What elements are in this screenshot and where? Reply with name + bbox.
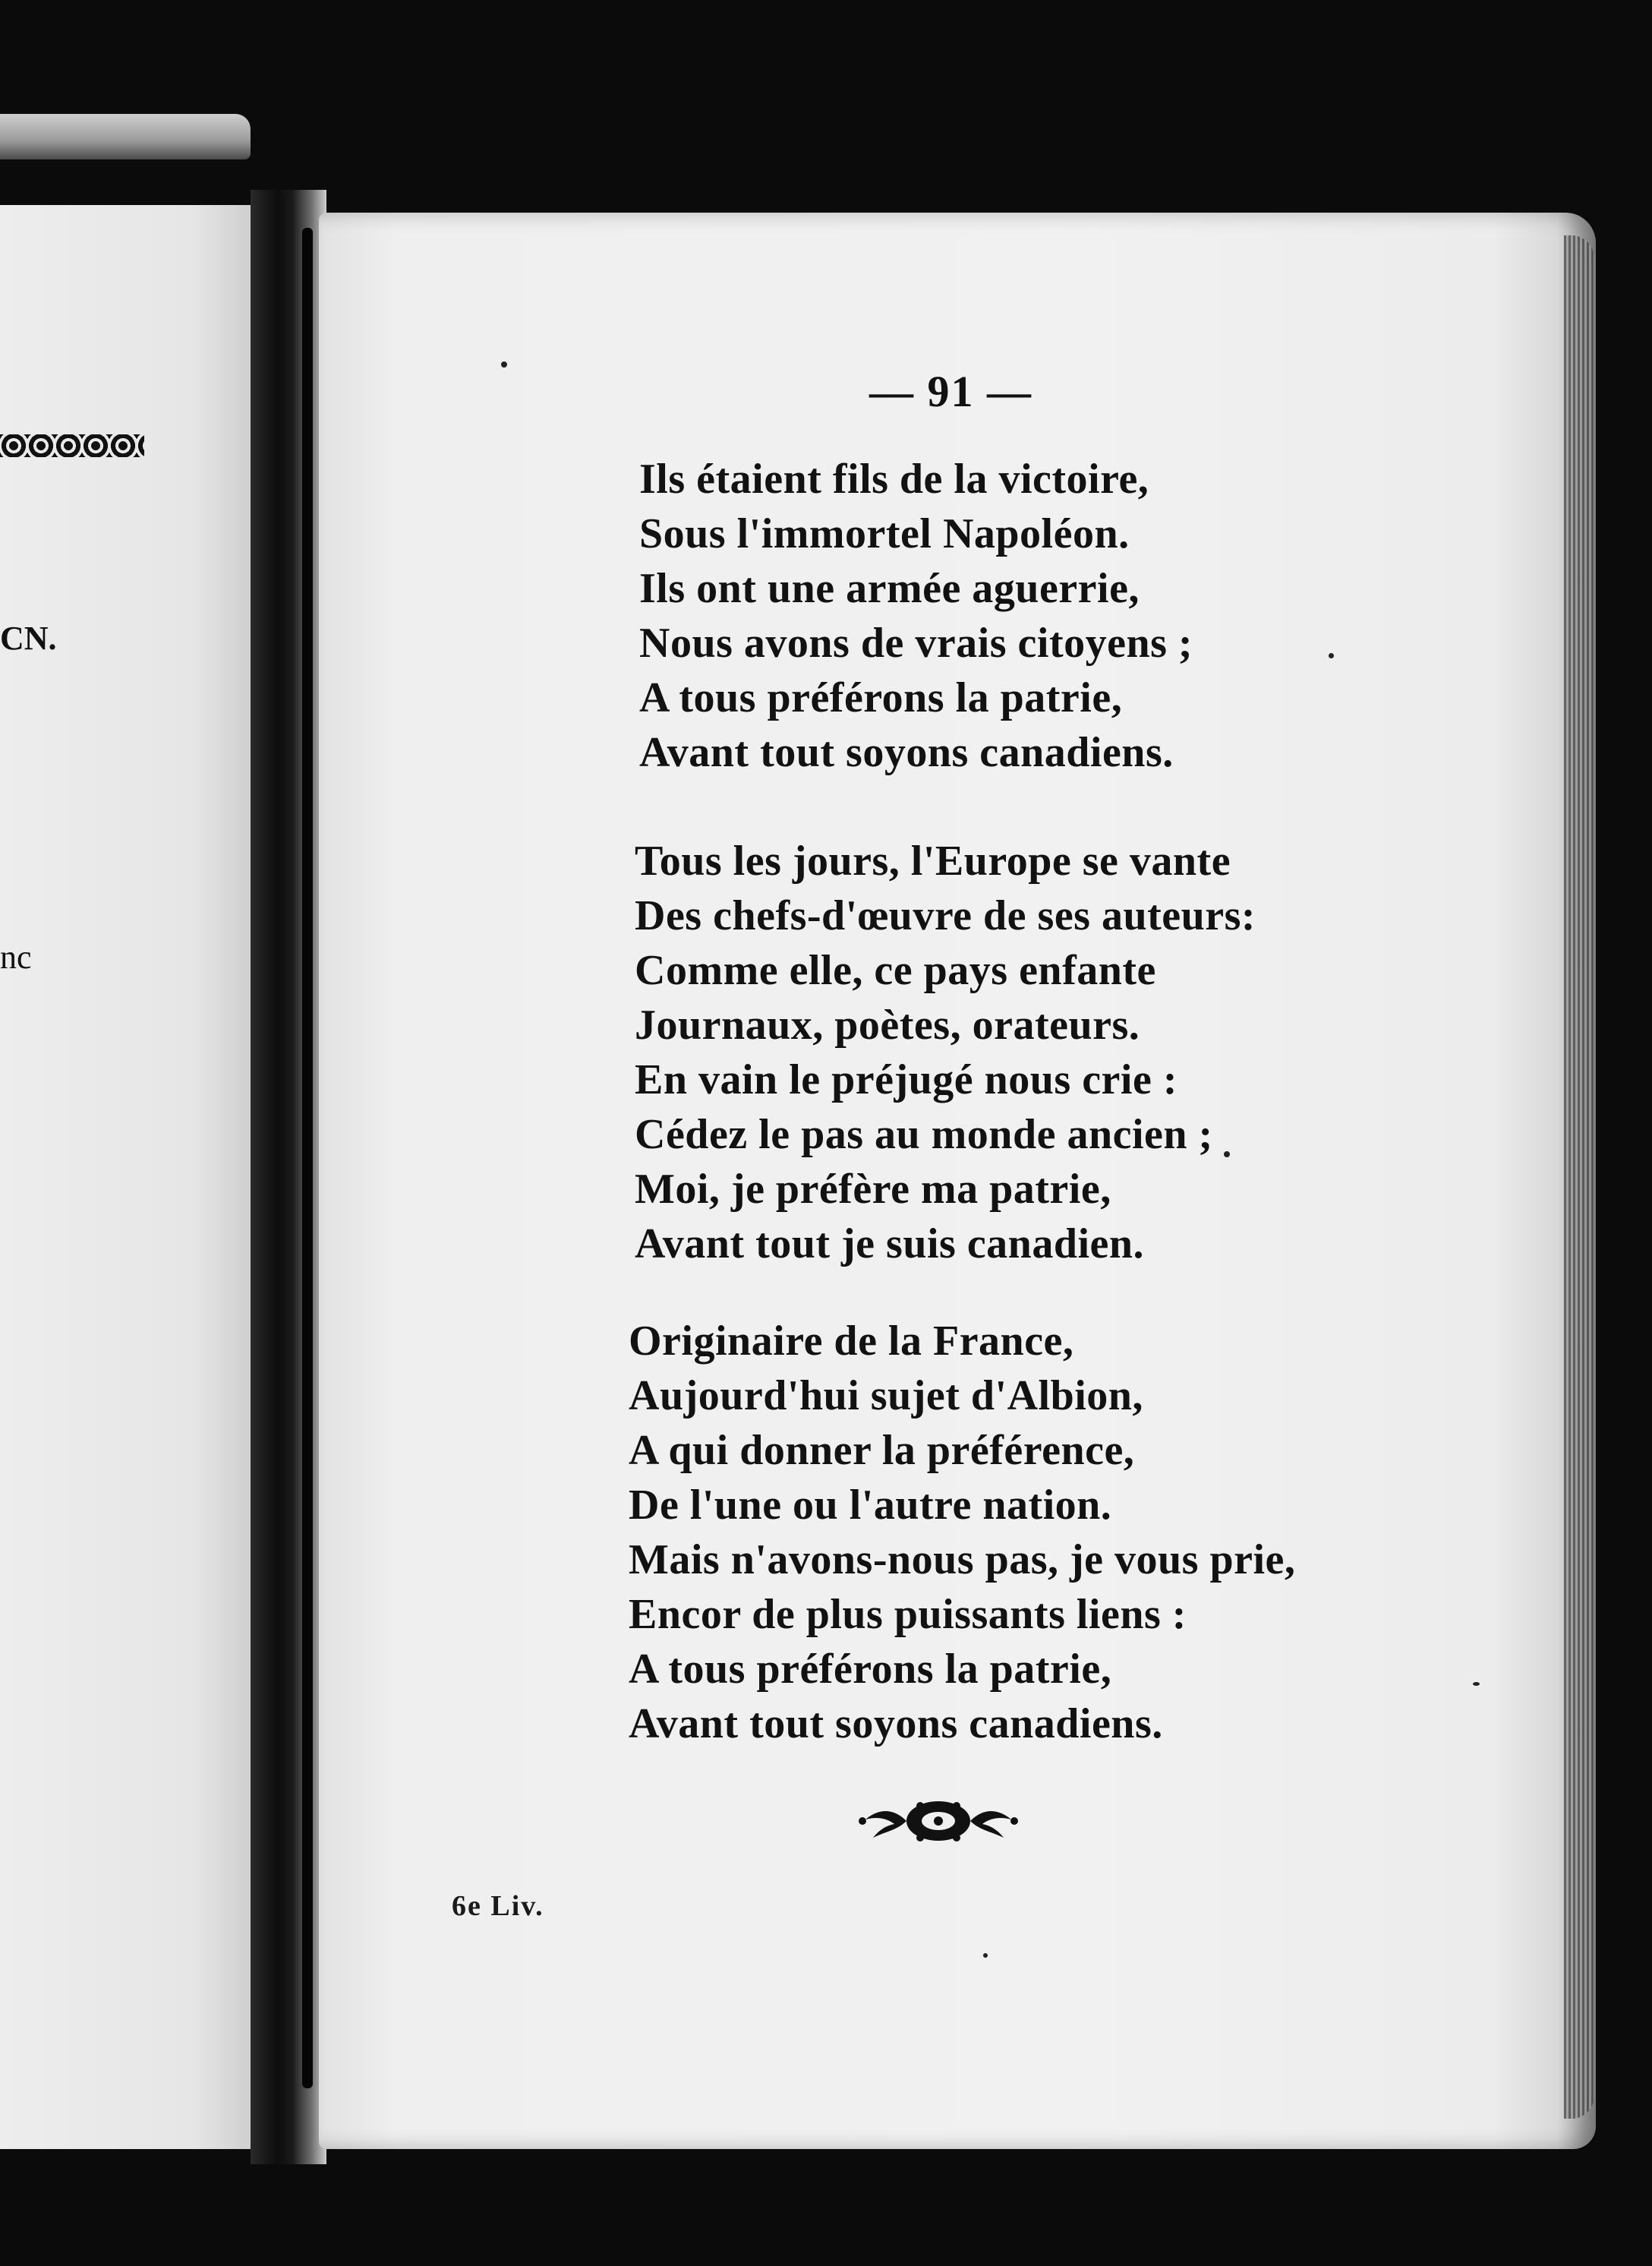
verse-line: Moi, je préfère ma patrie, — [635, 1166, 1111, 1213]
verse-line: Mais n'avons-nous pas, je vous prie, — [629, 1536, 1296, 1583]
verse-line: Avant tout je suis canadien. — [635, 1220, 1145, 1267]
print-speck — [1329, 653, 1334, 658]
verse-line: A qui donner la préférence, — [629, 1427, 1135, 1474]
print-speck — [1473, 1682, 1480, 1686]
verse-line: En vain le préjugé nous crie : — [635, 1056, 1178, 1103]
verse-line: Des chefs-d'œuvre de ses auteurs: — [635, 892, 1256, 939]
verse-line: A tous préférons la patrie, — [639, 674, 1123, 721]
verse-line: Avant tout soyons canadiens. — [629, 1700, 1163, 1747]
signature-mark: 6e Liv. — [452, 1890, 544, 1922]
left-page-fragment-1: CN. — [0, 620, 57, 657]
left-page-fragment-2: nc — [0, 939, 32, 976]
verse-line: Comme elle, ce pays enfante — [635, 947, 1156, 994]
verse-line: Avant tout soyons canadiens. — [639, 729, 1174, 776]
book-gutter — [251, 190, 326, 2164]
book-spine — [302, 228, 313, 2088]
verse-line: Nous avons de vrais citoyens ; — [639, 620, 1193, 667]
page-number: — 91 — — [869, 367, 1032, 416]
verse-line: Journaux, poètes, orateurs. — [635, 1002, 1140, 1049]
verse-line: Encor de plus puissants liens : — [629, 1591, 1187, 1638]
verse-line: Ils ont une armée aguerrie, — [639, 565, 1140, 612]
verse-line: Sous l'immortel Napoléon. — [639, 510, 1130, 557]
verse-line: Originaire de la France, — [629, 1318, 1074, 1365]
stanza-2 — [635, 834, 1256, 1271]
fleuron-ornament-icon — [856, 1791, 1020, 1851]
print-speck — [983, 1953, 988, 1958]
verse-line: Tous les jours, l'Europe se vante — [635, 838, 1231, 885]
verse-line: Ils étaient fils de la victoire, — [639, 456, 1149, 503]
verse-line: Aujourd'hui sujet d'Albion, — [629, 1372, 1143, 1419]
verse-line: De l'une ou l'autre nation. — [629, 1482, 1112, 1529]
left-page-ornament-band — [0, 434, 144, 457]
print-speck — [1224, 1151, 1230, 1157]
print-speck — [501, 361, 507, 368]
page-edge-stack — [1564, 235, 1594, 2119]
left-page — [0, 205, 273, 2149]
verse-line: Cédez le pas au monde ancien ; — [635, 1111, 1213, 1158]
stanza-3 — [629, 1314, 1295, 1751]
stanza-1 — [639, 452, 1193, 780]
verse-line: A tous préférons la patrie, — [629, 1646, 1112, 1693]
left-page-top-edge — [0, 114, 251, 159]
